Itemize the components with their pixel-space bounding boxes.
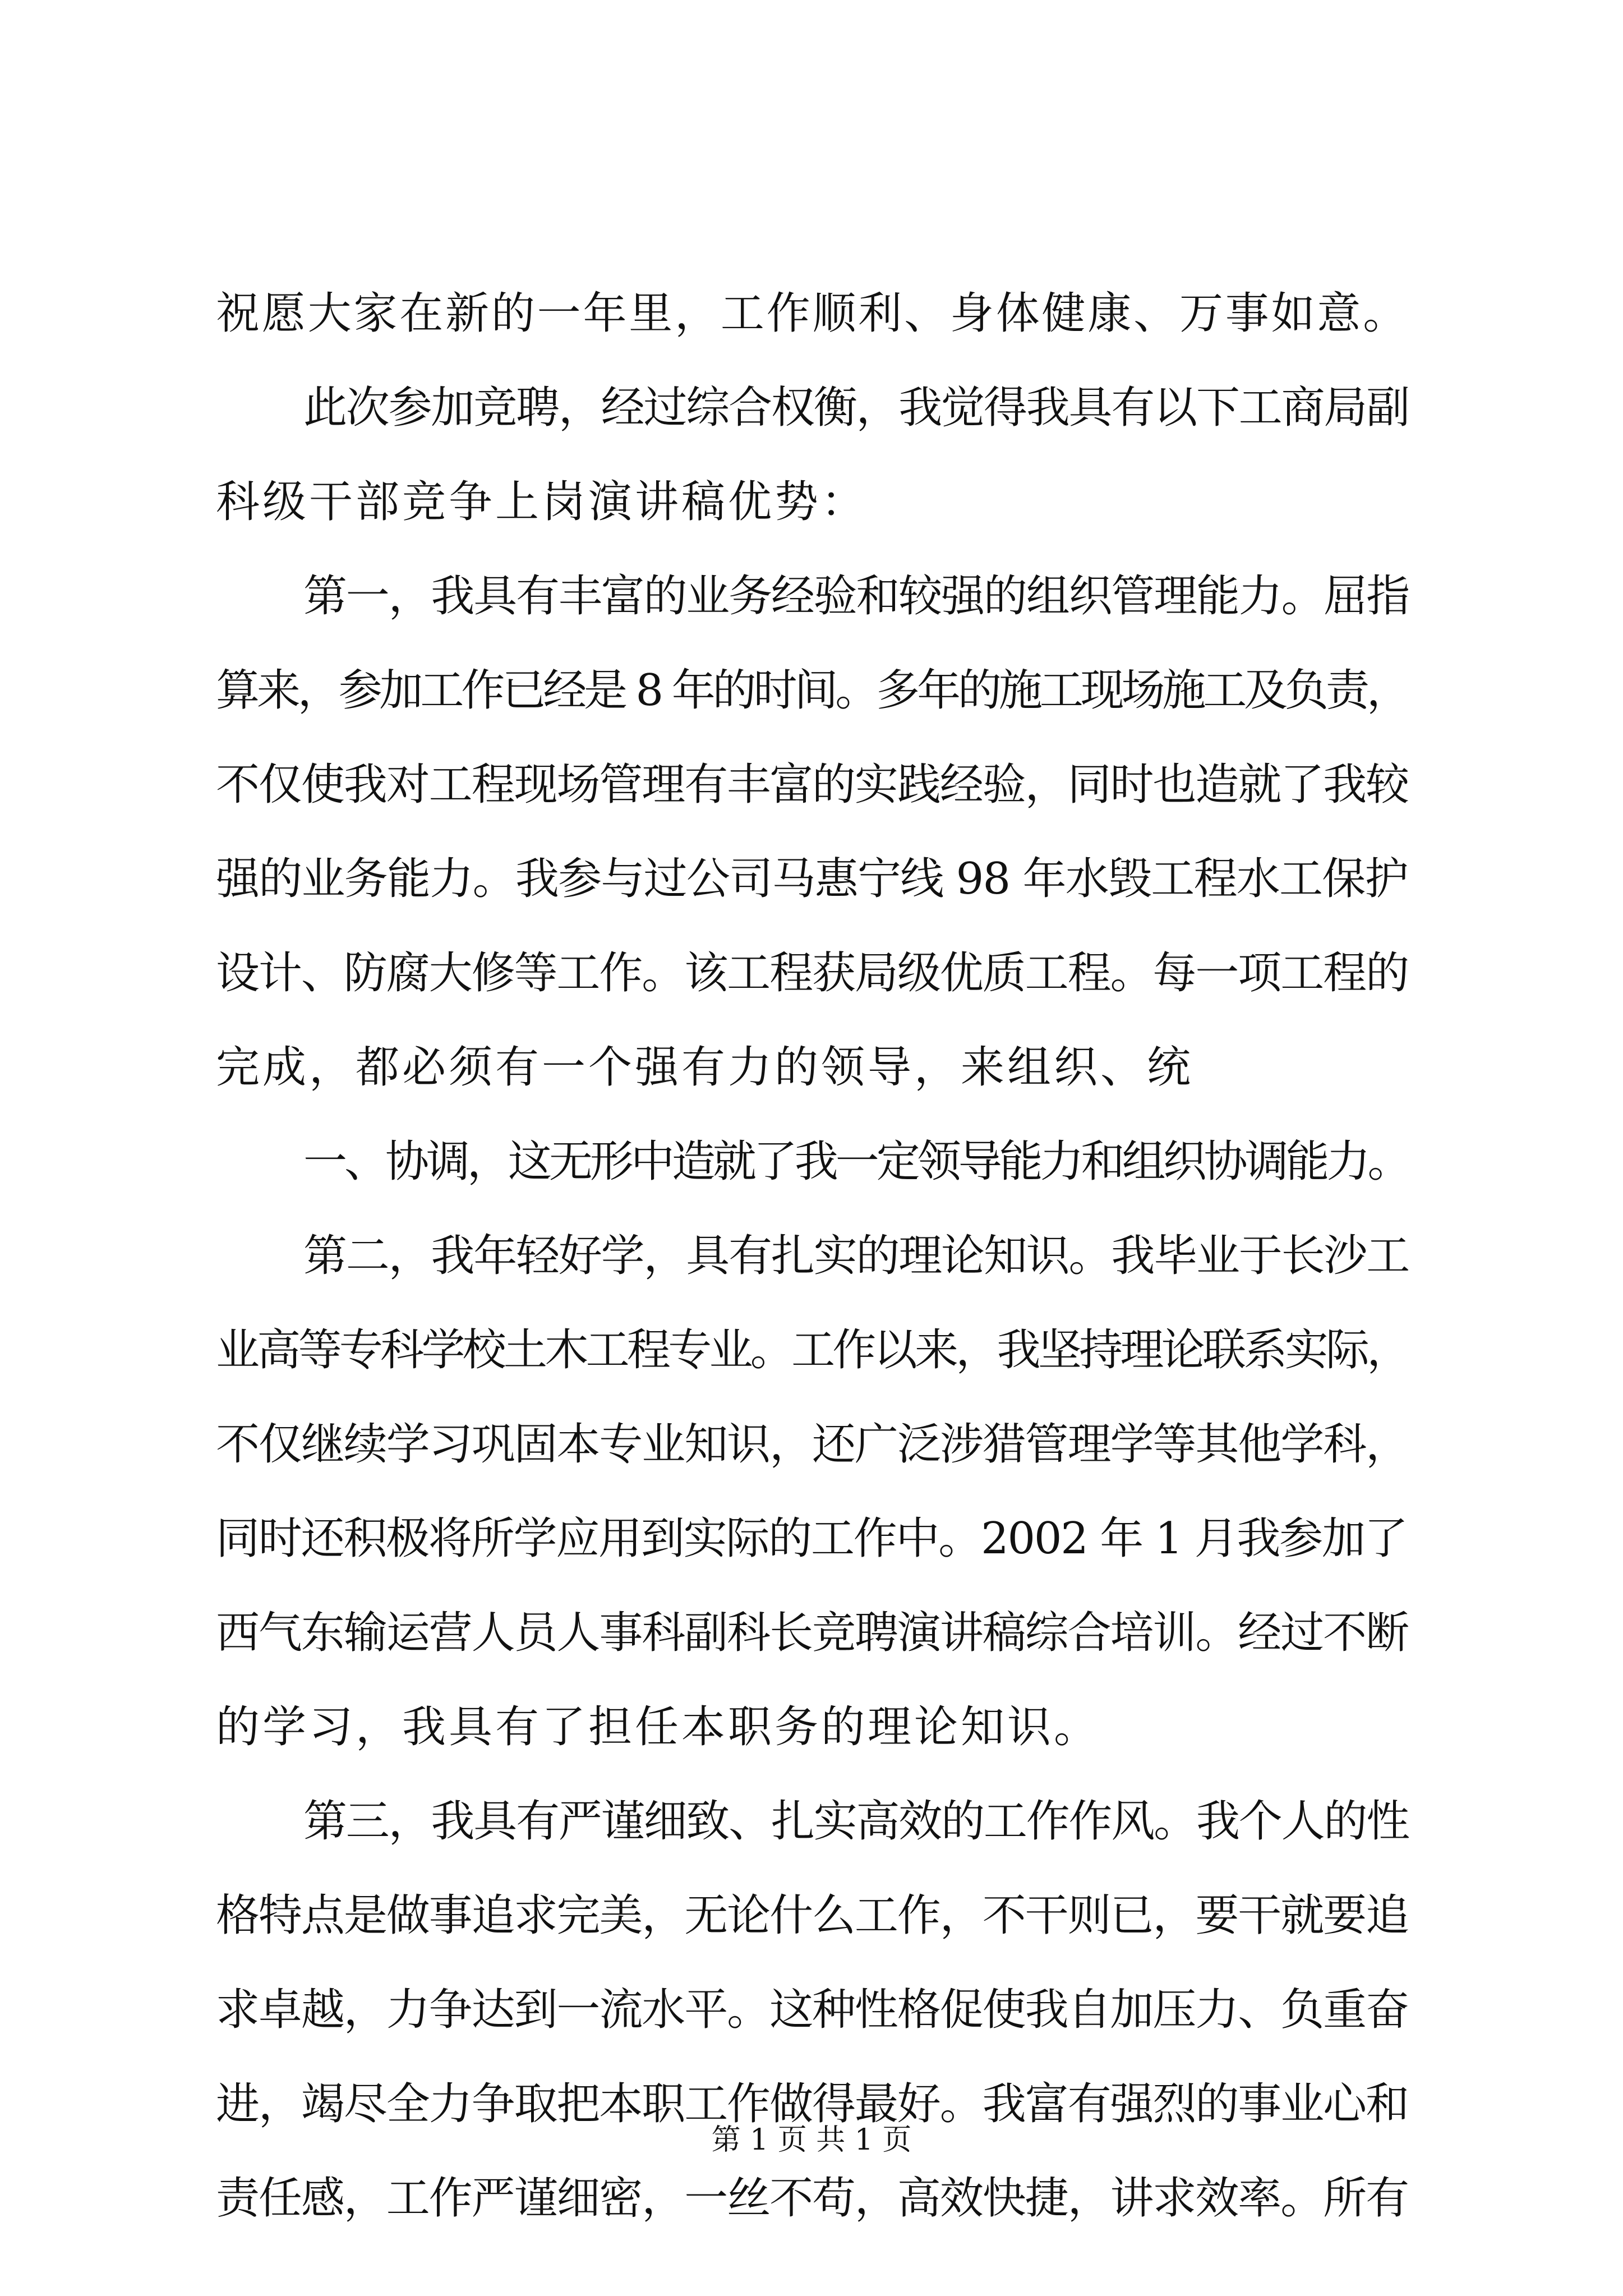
text-line: 进，竭尽全力争取把本职工作做得最好。我富有强烈的事业心和 (216, 2079, 1409, 2129)
text-line: 格特点是做事追求完美，无论什么工作，不干则已，要干就要追 (216, 1890, 1409, 1941)
text-line: 责任感，工作严谨细密，一丝不苟，高效快捷，讲求效率。所有 (216, 2173, 1409, 2224)
text-line: 不仅使我对工程现场管理有丰富的实践经验，同时也造就了我较 (216, 760, 1409, 810)
text-line: 此次参加竞聘，经过综合权衡，我觉得我具有以下工商局副 (303, 383, 1409, 433)
text-line: 西气东输运营人员人事科副科长竞聘演讲稿综合培训。经过不断 (216, 1608, 1409, 1658)
text-line: 设计、防腐大修等工作。该工程获局级优质工程。每一项工程的 (216, 948, 1409, 999)
text-line: 祝愿大家在新的一年里，工作顺利、身体健康、万事如意。 (216, 288, 1409, 339)
text-line: 同时还积极将所学应用到实际的工作中。2002 年 1 月我参加了 (216, 1513, 1407, 1564)
text-line: 科级干部竞争上岗演讲稿优势： (216, 477, 868, 527)
text-line: 第三，我具有严谨细致、扎实高效的工作作风。我个人的性 (303, 1796, 1409, 1847)
text-line: 的学习，我具有了担任本职务的理论知识。 (216, 1702, 1101, 1752)
text-line: 求卓越，力争达到一流水平。这种性格促使我自加压力、负重奋 (216, 1985, 1409, 2035)
text-line: 第二，我年轻好学，具有扎实的理论知识。我毕业于长沙工 (303, 1231, 1409, 1281)
text-line: 算来，参加工作已经是 8 年的时间。多年的施工现场施工及负责， (216, 665, 1408, 716)
text-line: 强的业务能力。我参与过公司马惠宁线 98 年水毁工程水工保护 (216, 854, 1408, 904)
text-line: 完成，都必须有一个强有力的领导，来组织、统 (216, 1042, 1194, 1093)
text-line: 第一，我具有丰富的业务经验和较强的组织管理能力。屈指 (303, 571, 1409, 622)
text-line: 一、协调，这无形中造就了我一定领导能力和组织协调能力。 (303, 1137, 1409, 1187)
text-line: 不仅继续学习巩固本专业知识，还广泛涉猎管理学等其他学科， (216, 1419, 1409, 1470)
page-footer: 第 1 页 共 1 页 (711, 2123, 912, 2157)
document-body (216, 266, 1416, 2246)
text-line: 业高等专科学校土木工程专业。工作以来，我坚持理论联系实际， (216, 1325, 1408, 1375)
